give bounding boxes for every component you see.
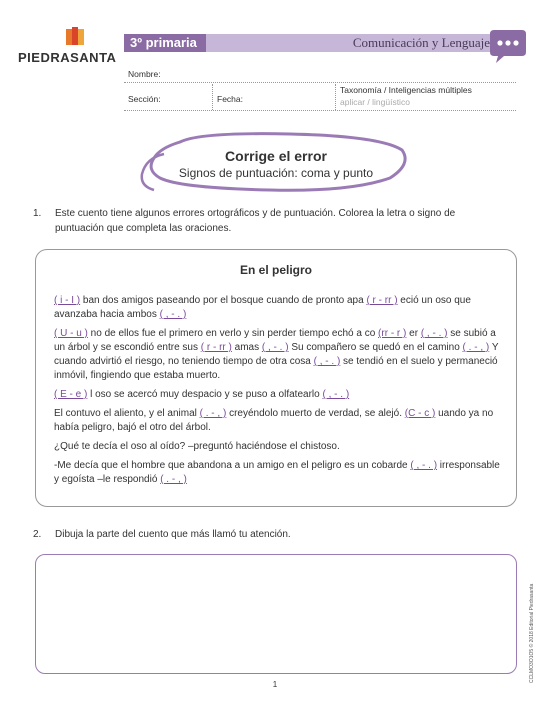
story-text-segment: eció un oso que avanzaba hacia ambos — [54, 295, 471, 320]
section-label: Sección: — [128, 94, 161, 104]
answer-choice[interactable]: ( E - e ) — [54, 389, 88, 400]
story-text — [54, 294, 506, 492]
book-logo-icon — [64, 26, 86, 48]
story-text-segment: amas — [231, 342, 262, 353]
divider — [212, 84, 213, 110]
story-paragraph — [54, 440, 506, 454]
section-line — [124, 110, 516, 111]
answer-choice[interactable]: (C - c ) — [404, 408, 436, 419]
answer-choice[interactable]: ( r - rr ) — [366, 295, 398, 306]
worksheet-title: Corrige el error — [225, 148, 327, 164]
story-text-segment: l oso se acercó muy despacio y se puso a olfatearlo — [87, 389, 323, 400]
exercise-2-instructions: Dibuja la parte del cuento que más llamó tu atención. — [55, 529, 291, 540]
story-text-segment: er — [406, 328, 421, 339]
story-paragraph — [54, 294, 506, 322]
answer-choice[interactable]: ( r - rr ) — [200, 342, 232, 353]
page-number: 1 — [272, 680, 278, 689]
divider — [335, 84, 336, 110]
answer-choice[interactable]: ( . - , ) — [199, 408, 227, 419]
story-text-segment: irresponsable y egoísta –le respondió — [54, 460, 500, 485]
taxonomy-value: aplicar / lingüístico — [340, 97, 410, 107]
answer-choice[interactable]: ( , - . ) — [261, 342, 289, 353]
brand-name: PIEDRASANTA — [18, 50, 117, 65]
exercise-1-instructions: Este cuento tiene algunos errores ortográficos y de puntuación. Colorea la letra o signo de puntuación que completa las oraciones. — [55, 208, 456, 234]
subject-label: Comunicación y Lenguaje — [352, 35, 490, 50]
story-text-segment: -Me decía que el hombre que abandona a un amigo en el peligro es un cobarde — [54, 460, 411, 471]
story-paragraph — [54, 388, 506, 402]
answer-choice[interactable]: ( , - . ) — [410, 460, 438, 471]
date-label: Fecha: — [217, 94, 243, 104]
exercise-2-number: 2. — [33, 529, 42, 540]
side-code-text: CCLMO3O1O5 © 2018 Editorial Piedrasanta — [529, 583, 535, 683]
story-paragraph — [54, 327, 506, 383]
story-paragraph — [54, 459, 506, 487]
answer-choice[interactable]: ( , - . ) — [322, 389, 350, 400]
taxonomy-label: Taxonomía / Inteligencias múltiples — [340, 85, 472, 95]
story-text-segment: uando ya no había peligro, bajó el otro del árbol. — [54, 408, 494, 433]
story-text-segment: se subió a un árbol y se escondió entre sus — [54, 328, 496, 353]
answer-choice[interactable]: ( U - u ) — [54, 328, 88, 339]
story-text-segment: Su compañero se quedó en el camino — [288, 342, 463, 353]
answer-choice[interactable]: ( . - , ) — [160, 474, 187, 485]
answer-choice[interactable]: ( i - I ) — [54, 295, 81, 306]
story-text-segment: no de ellos fue el primero en verlo y sin perder tiempo echó a co — [87, 328, 379, 339]
name-label: Nombre: — [128, 69, 161, 79]
story-text-segment: Y cuando advirtió el riesgo, no teniendo tiempo de otra cosa — [54, 342, 499, 367]
worksheet-subtitle: Signos de puntuación: coma y punto — [178, 166, 374, 180]
answer-choice[interactable]: ( . - , ) — [462, 342, 490, 353]
story-text-segment: ¿Qué te decía el oso al oído? –preguntó haciéndose el chistoso. — [54, 441, 340, 452]
answer-choice[interactable]: ( , - . ) — [420, 328, 448, 339]
story-text-segment: se tendió en el suelo y permaneció inmóvil, fingiendo que estaba muerto. — [54, 356, 498, 381]
story-paragraph — [54, 407, 506, 435]
publisher-logo — [18, 26, 123, 70]
story-text-segment: ban dos amigos paseando por el bosque cuando de pronto apa — [80, 295, 367, 306]
grade-label: 3º primaria — [124, 34, 206, 52]
story-text-segment: creyéndolo muerto de verdad, se alejó. — [226, 408, 405, 419]
story-title: En el peligro — [239, 263, 312, 277]
answer-choice[interactable]: ( , - . ) — [313, 356, 341, 367]
name-line[interactable] — [124, 82, 516, 83]
answer-choice[interactable]: (rr - r ) — [378, 328, 407, 339]
side-code — [526, 548, 536, 683]
story-text-segment: El contuvo el aliento, y el animal — [54, 408, 200, 419]
answer-choice[interactable]: ( , - . ) — [159, 309, 187, 320]
speech-bubble-icon — [488, 26, 528, 66]
exercise-1-number: 1. — [33, 208, 42, 219]
drawing-area[interactable] — [35, 554, 517, 674]
